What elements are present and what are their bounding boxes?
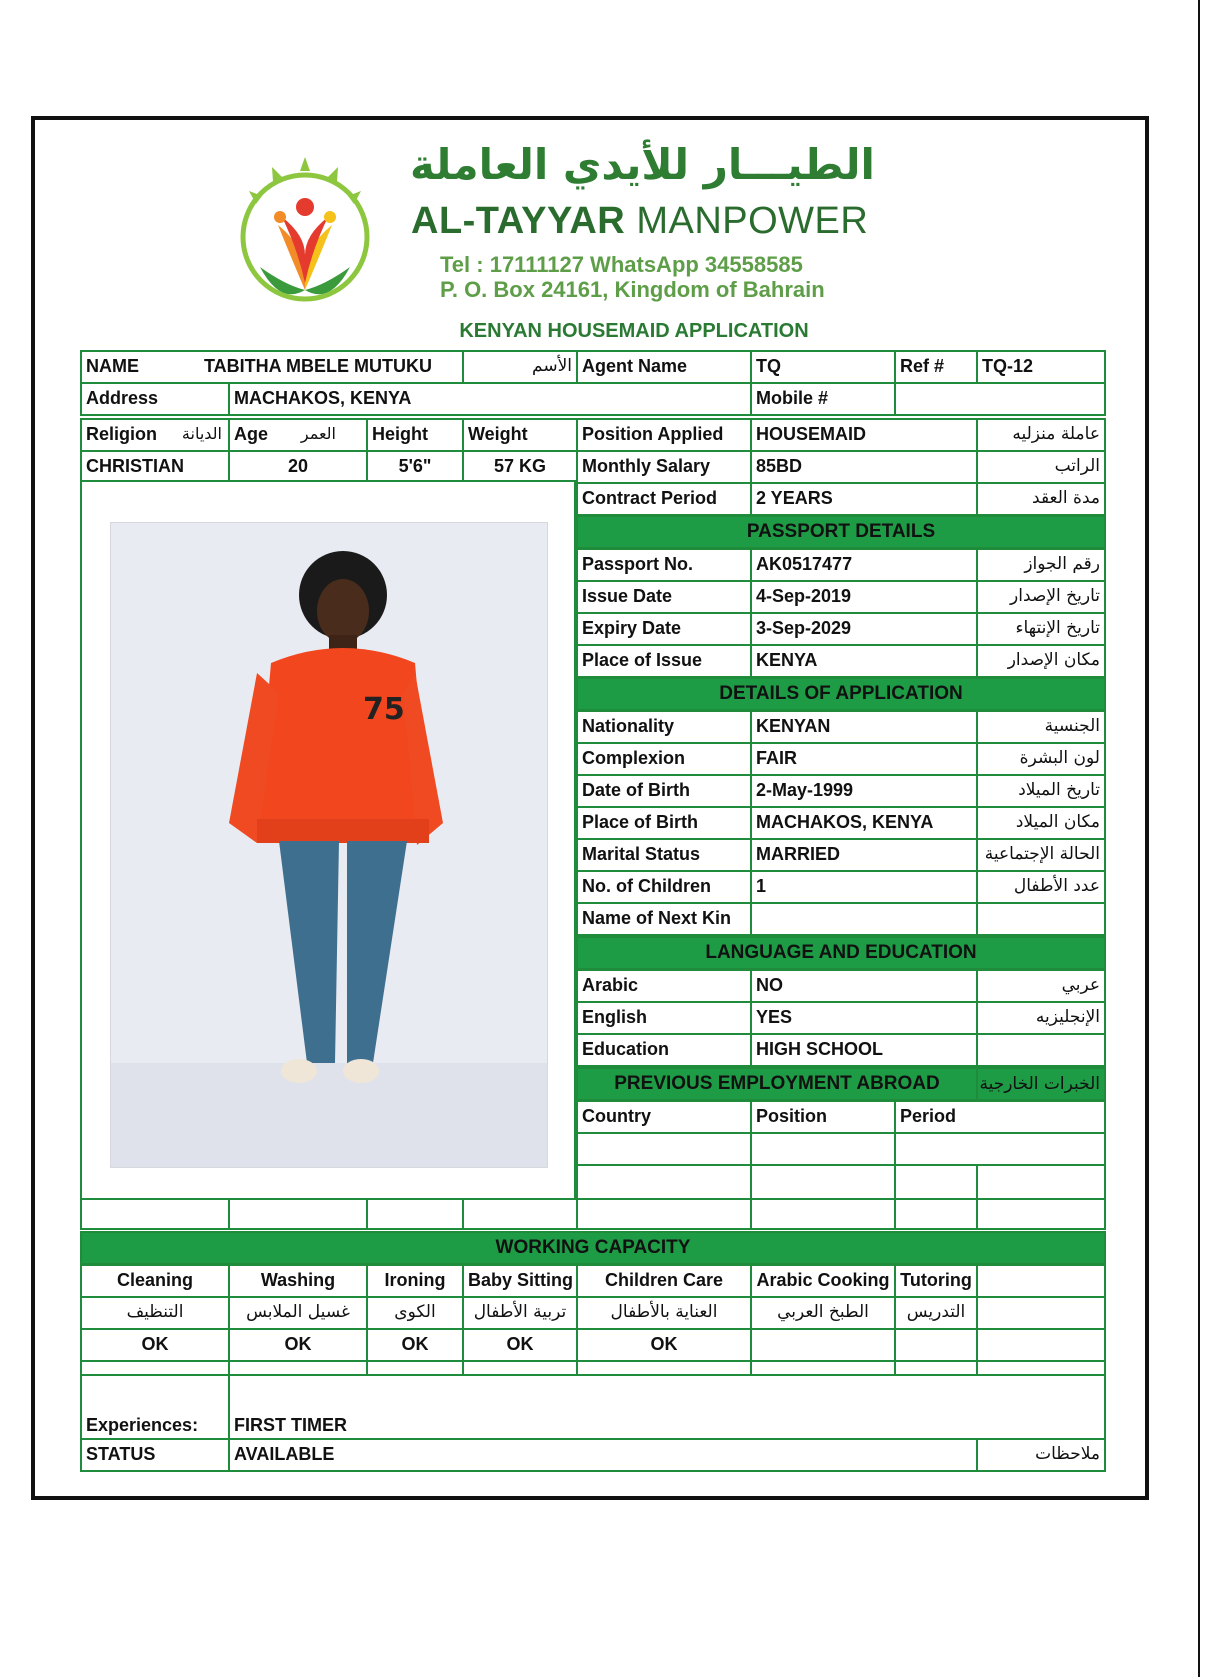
passport-row-label: Issue Date — [576, 580, 752, 614]
skill-status: OK — [462, 1328, 578, 1362]
application-row-arabic: لون البشرة — [976, 742, 1106, 776]
language-row-value: YES — [750, 1001, 978, 1035]
application-row-value: MARRIED — [750, 838, 978, 872]
employment-position-label: Position — [750, 1100, 896, 1134]
application-row-value: KENYAN — [750, 710, 978, 744]
application-row-arabic: عدد الأطفال — [976, 870, 1106, 904]
employment-heading-arabic: الخبرات الخارجية — [976, 1067, 1106, 1101]
weight-value: 57 KG — [462, 450, 578, 484]
contract-value: 2 YEARS — [750, 482, 978, 516]
language-row-label: Arabic — [576, 969, 752, 1003]
name-label-arabic: الأسم — [462, 350, 578, 384]
skill-name: Tutoring — [894, 1264, 978, 1298]
brand-name-english — [411, 200, 868, 243]
application-row-arabic: تاريخ الميلاد — [976, 774, 1106, 808]
language-row-label: English — [576, 1001, 752, 1035]
language-row-arabic — [976, 1033, 1106, 1067]
employment-period-label: Period — [894, 1100, 1106, 1134]
agent-label: Agent Name — [576, 350, 752, 384]
language-row-arabic: عربي — [976, 969, 1106, 1003]
skill-name: Children Care — [576, 1264, 752, 1298]
remarks-arabic: ملاحظات — [976, 1438, 1106, 1472]
application-row-value: FAIR — [750, 742, 978, 776]
application-row-value: MACHAKOS, KENYA — [750, 806, 978, 840]
employment-empty-cell — [750, 1132, 896, 1166]
skill-name-arabic: تربية الأطفال — [462, 1296, 578, 1330]
application-row-arabic — [976, 902, 1106, 936]
height-value: 5'6" — [366, 450, 464, 484]
applicant-photo — [110, 522, 548, 1168]
skill-name-arabic: التدريس — [894, 1296, 978, 1330]
passport-row-value: 3-Sep-2029 — [750, 612, 978, 646]
mobile-value — [894, 382, 1106, 416]
skill-status — [894, 1328, 978, 1362]
application-row-arabic: مكان الميلاد — [976, 806, 1106, 840]
application-row-label: Name of Next Kin — [576, 902, 752, 936]
skill-status: OK — [228, 1328, 368, 1362]
mobile-label: Mobile # — [750, 382, 896, 416]
passport-row-label: Passport No. — [576, 548, 752, 582]
experiences-label: Experiences: — [80, 1374, 230, 1440]
application-row-value: 1 — [750, 870, 978, 904]
name-label: NAME — [86, 356, 139, 376]
religion-label: Religion — [86, 424, 157, 444]
application-row-label: Nationality — [576, 710, 752, 744]
age-value: 20 — [228, 450, 368, 484]
passport-row-arabic: مكان الإصدار — [976, 644, 1106, 678]
status-value: AVAILABLE — [228, 1438, 978, 1472]
age-label-arabic: العمر — [300, 424, 336, 443]
salary-arabic: الراتب — [976, 450, 1106, 484]
employment-country-label: Country — [576, 1100, 752, 1134]
blank-cell — [366, 1198, 464, 1230]
form-title: KENYAN HOUSEMAID APPLICATION — [459, 320, 809, 342]
application-row-arabic: الحالة الإجتماعية — [976, 838, 1106, 872]
application-heading: DETAILS OF APPLICATION — [576, 677, 1106, 711]
passport-row-arabic: تاريخ الإصدار — [976, 580, 1106, 614]
application-row-label: Marital Status — [576, 838, 752, 872]
skill-status: OK — [366, 1328, 464, 1362]
blank-cell — [462, 1198, 578, 1230]
ref-label: Ref # — [894, 350, 978, 384]
religion-label-arabic: الديانة — [181, 424, 222, 443]
passport-row-value: AK0517477 — [750, 548, 978, 582]
religion-header — [80, 418, 230, 452]
passport-row-label: Place of Issue — [576, 644, 752, 678]
blank-cell — [80, 1198, 230, 1230]
al-tayyar-logo — [220, 155, 390, 315]
application-row-label: Place of Birth — [576, 806, 752, 840]
employment-empty-cell — [576, 1164, 752, 1200]
height-label: Height — [366, 418, 464, 452]
contract-arabic: مدة العقد — [976, 482, 1106, 516]
brand-name-light: MANPOWER — [636, 200, 869, 242]
application-row-label: Complexion — [576, 742, 752, 776]
capacity-empty-cell — [976, 1264, 1106, 1298]
skill-name-arabic: غسيل الملابس — [228, 1296, 368, 1330]
passport-row-arabic: رقم الجواز — [976, 548, 1106, 582]
skill-name: Arabic Cooking — [750, 1264, 896, 1298]
contract-label: Contract Period — [576, 482, 752, 516]
name-row — [80, 350, 464, 384]
skill-status: OK — [576, 1328, 752, 1362]
brand-name-arabic: الطيـــار للأيدي العاملة — [410, 140, 875, 189]
skill-name: Cleaning — [80, 1264, 230, 1298]
brand-tel: Tel : 17111127 WhatsApp 34558585 — [440, 252, 803, 277]
employment-heading: PREVIOUS EMPLOYMENT ABROAD — [576, 1067, 978, 1101]
blank-cell — [576, 1198, 752, 1230]
passport-row-value: 4-Sep-2019 — [750, 580, 978, 614]
application-row-value — [750, 902, 978, 936]
agent-value: TQ — [750, 350, 896, 384]
brand-name-bold: AL-TAYYAR — [411, 200, 626, 242]
passport-row-arabic: تاريخ الإنتهاء — [976, 612, 1106, 646]
religion-value: CHRISTIAN — [80, 450, 230, 484]
passport-heading: PASSPORT DETAILS — [576, 515, 1106, 549]
weight-label: Weight — [462, 418, 578, 452]
language-heading: LANGUAGE AND EDUCATION — [576, 936, 1106, 970]
employment-empty-cell — [976, 1164, 1106, 1200]
age-label: Age — [234, 424, 269, 444]
blank-cell — [894, 1198, 978, 1230]
language-row-value: NO — [750, 969, 978, 1003]
capacity-heading: WORKING CAPACITY — [80, 1231, 1106, 1265]
salary-label: Monthly Salary — [576, 450, 752, 484]
position-value: HOUSEMAID — [750, 418, 978, 452]
address-value: MACHAKOS, KENYA — [228, 382, 752, 416]
experiences-value: FIRST TIMER — [228, 1374, 1106, 1440]
svg-text:75: 75 — [363, 692, 405, 727]
skill-status: OK — [80, 1328, 230, 1362]
status-label: STATUS — [80, 1438, 230, 1472]
blank-cell — [750, 1198, 896, 1230]
application-row-label: Date of Birth — [576, 774, 752, 808]
skill-name-arabic: الطبخ العربي — [750, 1296, 896, 1330]
language-row-arabic: الإنجليزيه — [976, 1001, 1106, 1035]
language-row-value: HIGH SCHOOL — [750, 1033, 978, 1067]
skill-name-arabic: التنظيف — [80, 1296, 230, 1330]
blank-cell — [976, 1198, 1106, 1230]
employment-empty-cell — [894, 1164, 978, 1200]
employment-empty-cell — [894, 1132, 1106, 1166]
address-label: Address — [80, 382, 230, 416]
skill-name: Baby Sitting — [462, 1264, 578, 1298]
skill-status — [750, 1328, 896, 1362]
employment-empty-cell — [750, 1164, 896, 1200]
brand-contact — [440, 252, 825, 302]
capacity-empty-cell — [976, 1296, 1106, 1330]
blank-cell — [228, 1198, 368, 1230]
application-row-arabic: الجنسية — [976, 710, 1106, 744]
ref-value: TQ-12 — [976, 350, 1106, 384]
age-header — [228, 418, 368, 452]
page-edge — [1198, 0, 1212, 1677]
employment-empty-cell — [576, 1132, 752, 1166]
skill-name-arabic: الكوى — [366, 1296, 464, 1330]
capacity-empty-cell — [976, 1328, 1106, 1362]
skill-name: Washing — [228, 1264, 368, 1298]
position-arabic: عاملة منزليه — [976, 418, 1106, 452]
passport-row-label: Expiry Date — [576, 612, 752, 646]
position-label: Position Applied — [576, 418, 752, 452]
language-row-label: Education — [576, 1033, 752, 1067]
brand-po-box: P. O. Box 24161, Kingdom of Bahrain — [440, 277, 825, 302]
application-row-value: 2-May-1999 — [750, 774, 978, 808]
skill-name: Ironing — [366, 1264, 464, 1298]
passport-row-value: KENYA — [750, 644, 978, 678]
name-value: TABITHA MBELE MUTUKU — [204, 356, 432, 376]
application-row-label: No. of Children — [576, 870, 752, 904]
skill-name-arabic: العناية بالأطفال — [576, 1296, 752, 1330]
salary-value: 85BD — [750, 450, 978, 484]
